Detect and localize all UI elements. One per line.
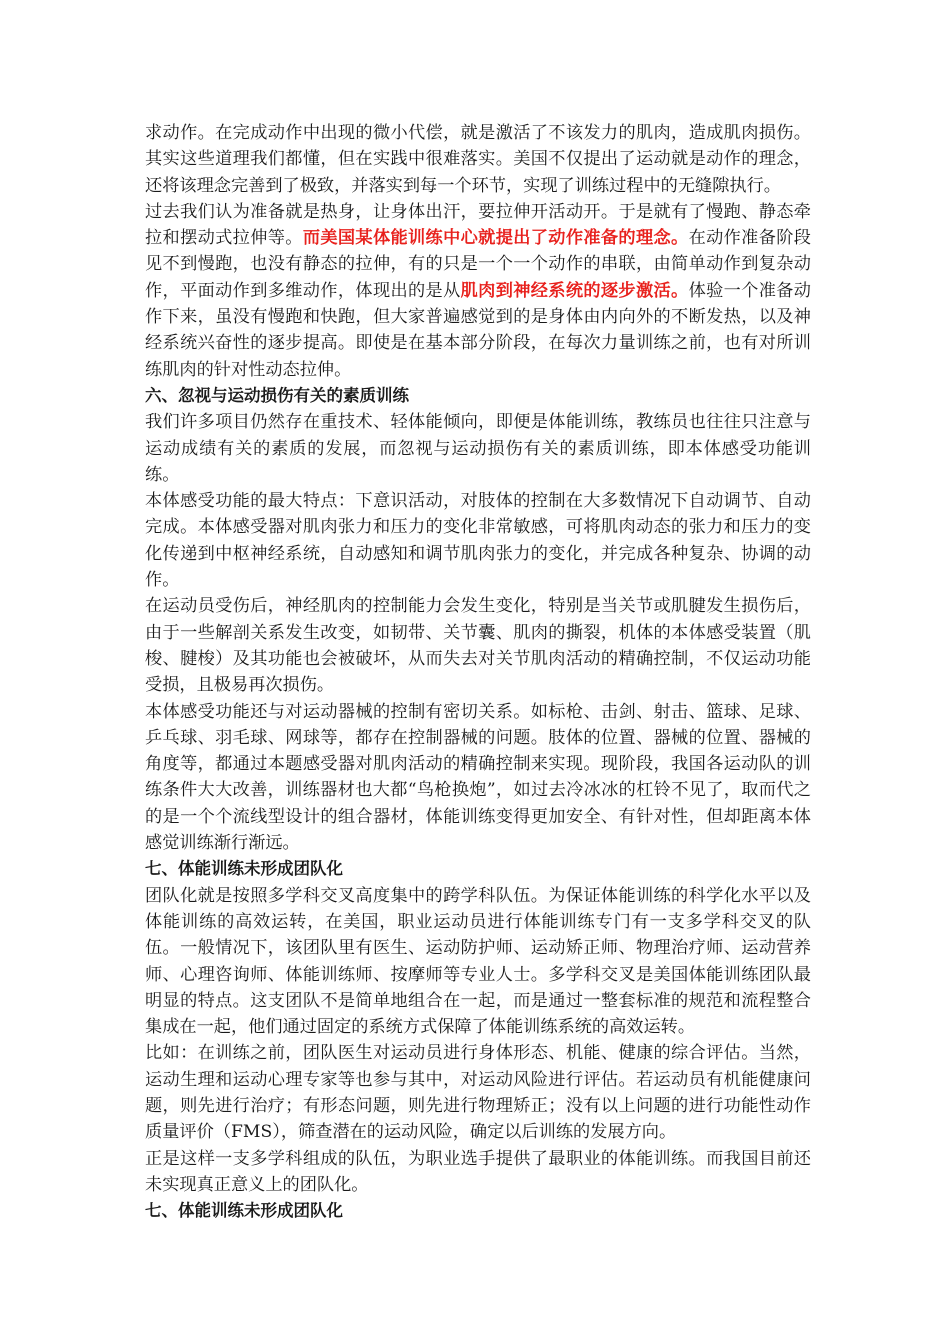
paragraph-team-definition: 团队化就是按照多学科交叉高度集中的跨学科队伍。为保证体能训练的科学化水平以及体能训练的高效运转，在美国，职业运动员进行体能训练专门有一支多学科交叉的队伍。一般情况下，该团队里有医生、运动防护师、运动矫正师、物理治疗师、运动营养师、心理咨询师、体能训练师、按摩师等专业人士。多学科交叉是美国体能训练团队最明显的特点。这支团队不是简单地组合在一起，而是通过一整套标准的规范和流程整合集成在一起，他们通过固定的系统方式保障了体能训练系统的高效运转。: [145, 885, 811, 1038]
highlight-neural-activation: 肌肉到神经系统的逐步激活。: [460, 280, 689, 301]
paragraph-team-conclusion: 正是这样一支多学科组成的队伍，为职业选手提供了最职业的体能训练。而我国目前还未实现真正意义上的团队化。: [145, 1148, 811, 1195]
section-heading-7: 七、体能训练未形成团队化: [145, 859, 343, 879]
paragraph-movement-preparation: [145, 199, 811, 383]
paragraph-text: 过去我们认为准备就是热身，让身体出汗，要拉伸开活动开。于是就有了慢跑、静态牵拉和摆动式拉伸等。: [145, 201, 811, 249]
document-body: [145, 120, 811, 1224]
paragraph-injury-effects: 在运动员受伤后，神经肌肉的控制能力会发生变化，特别是当关节或肌腱发生损伤后，由于一些解剖关系发生改变，如韧带、关节囊、肌肉的撕裂，机体的本体感受装置（肌梭、腱梭）及其功能也会被破坏，从而失去对关节肌肉活动的精确控制，不仅运动功能受损，且极易再次损伤。: [145, 596, 811, 696]
paragraph-proprioception-features: 本体感受功能的最大特点：下意识活动，对肢体的控制在大多数情况下自动调节、自动完成。本体感受器对肌肉张力和压力的变化非常敏感，可将肌肉动态的张力和压力的变化传递到中枢神经系统，自动感知和调节肌肉张力的变化，并完成各种复杂、协调的动作。: [145, 491, 811, 591]
paragraph-equipment-control: 本体感受功能还与对运动器械的控制有密切关系。如标枪、击剑、射击、篮球、足球、乒乓球、羽毛球、网球等，都存在控制器械的问题。肢体的位置、器械的位置、器械的角度等，都通过本题感受器对肌肉活动的精确控制来实现。现阶段，我国各运动队的训练条件大大改善，训练器材也大都“鸟枪换炮”，如过去冷冰冰的杠铃不见了，取而代之的是一个个流线型设计的组合器材，体能训练变得更加安全、有针对性，但却距离本体感觉训练渐行渐远。: [145, 701, 811, 854]
paragraph-team-example: 比如：在训练之前，团队医生对运动员进行身体形态、机能、健康的综合评估。当然，运动生理和运动心理专家等也参与其中，对运动风险进行评估。若运动员有机能健康问题，则先进行治疗；有形态问题，则先进行物理矫正；没有以上问题的进行功能性动作质量评价（FMS），筛查潜在的运动风险，确定以后训练的发展方向。: [145, 1043, 811, 1143]
paragraph-movement-compensation: 求动作。在完成动作中出现的微小代偿，就是激活了不该发力的肌肉，造成肌肉损伤。其实这些道理我们都懂，但在实践中很难落实。美国不仅提出了运动就是动作的理念，还将该理念完善到了极致，并落实到每一个环节，实现了训练过程中的无缝隙执行。: [145, 123, 811, 196]
paragraph-text: 体验一个准备动作下来，虽没有慢跑和快跑，但大家普遍感觉到的是身体由内向外的不断发热，以及神经系统兴奋性的逐步提高。即使是在基本部分阶段，在每次力量训练之前，也有对所训练肌肉的针对性动态拉伸。: [145, 280, 811, 380]
section-heading-7-repeat: 七、体能训练未形成团队化: [145, 1201, 343, 1221]
paragraph-proprioception-intro: 我们许多项目仍然存在重技术、轻体能倾向，即便是体能训练，教练员也往往只注意与运动成绩有关的素质的发展，而忽视与运动损伤有关的素质训练，即本体感受功能训练。: [145, 412, 811, 485]
highlight-movement-preparation-concept: 而美国某体能训练中心就提出了动作准备的理念。: [302, 228, 689, 249]
paragraph-text: 在动作准备阶段见不到慢跑，也没有静态的拉伸，有的只是一个一个动作的串联，由简单动作到复杂动作，平面动作到多维动作，体现出的是从: [145, 228, 811, 301]
section-heading-6: 六、忽视与运动损伤有关的素质训练: [145, 385, 409, 405]
